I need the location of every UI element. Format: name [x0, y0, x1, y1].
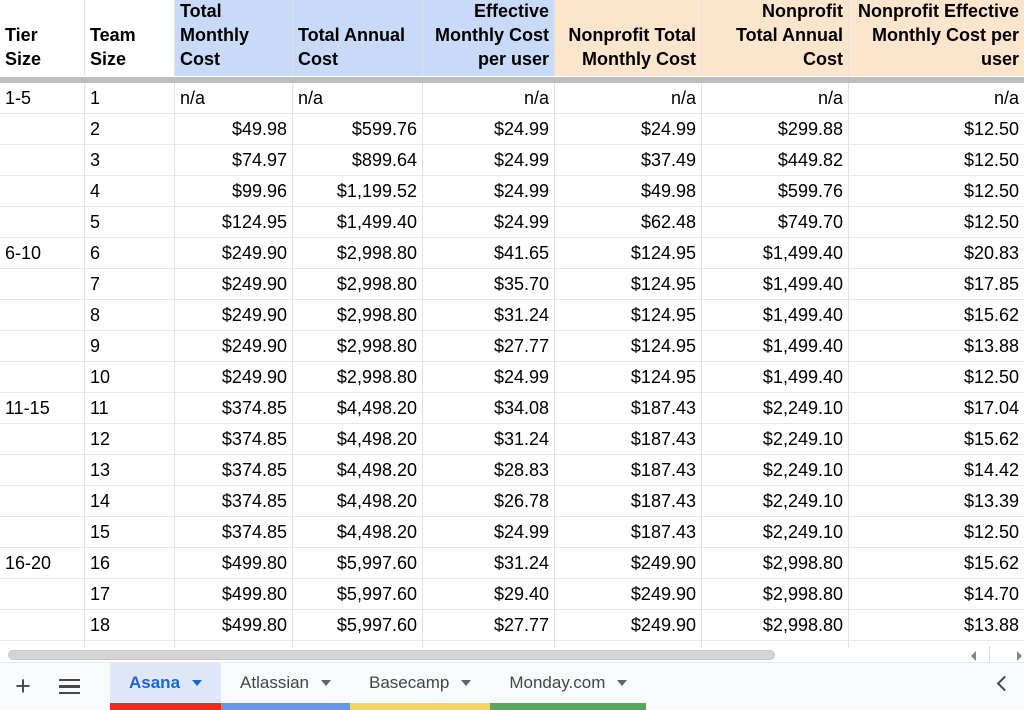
- cell[interactable]: $187.43: [555, 455, 702, 486]
- cell[interactable]: 17: [85, 579, 175, 610]
- header-label: Tier Size: [5, 25, 42, 69]
- cell[interactable]: 5: [85, 207, 175, 238]
- cell[interactable]: [0, 362, 85, 393]
- cell[interactable]: [0, 486, 85, 517]
- cell[interactable]: $249.90: [555, 610, 702, 641]
- cell[interactable]: $14.42: [849, 455, 1024, 486]
- cell[interactable]: $31.24: [423, 548, 555, 579]
- cell[interactable]: $12.50: [849, 362, 1024, 393]
- hamburger-icon: [59, 692, 80, 695]
- cell[interactable]: $15.62: [849, 300, 1024, 331]
- table-row: [0, 331, 1024, 362]
- table-row: [0, 114, 1024, 145]
- sheet-tab-asana[interactable]: [110, 663, 221, 710]
- scrollbar-divider: [989, 646, 990, 662]
- table-row: [0, 145, 1024, 176]
- chevron-down-icon[interactable]: [192, 680, 202, 691]
- header-label: Effective Monthly Cost per user: [435, 1, 549, 69]
- cell[interactable]: $27.77: [423, 331, 555, 362]
- cell[interactable]: $124.95: [555, 362, 702, 393]
- cell[interactable]: $124.95: [555, 331, 702, 362]
- cell[interactable]: $24.99: [423, 145, 555, 176]
- cell[interactable]: $374.85: [175, 424, 293, 455]
- cell[interactable]: 11-15: [0, 393, 85, 424]
- sheet-tab-label: Atlassian: [240, 673, 310, 692]
- sheet-tab-label: Basecamp: [369, 673, 450, 692]
- cell[interactable]: $99.96: [175, 176, 293, 207]
- cell[interactable]: $1,499.40: [293, 207, 423, 238]
- cell[interactable]: $249.90: [175, 331, 293, 362]
- cell[interactable]: [0, 269, 85, 300]
- cell[interactable]: $1,499.40: [702, 269, 849, 300]
- scroll-left-arrow-icon[interactable]: [971, 651, 976, 661]
- cell[interactable]: 10: [85, 362, 175, 393]
- frozen-header-row: [0, 0, 1024, 76]
- sheet-tab-monday-com[interactable]: [490, 663, 646, 710]
- cell[interactable]: $74.97: [175, 145, 293, 176]
- cell[interactable]: $124.95: [555, 269, 702, 300]
- cell[interactable]: 14: [85, 486, 175, 517]
- cell[interactable]: $2,998.80: [293, 238, 423, 269]
- cell[interactable]: $13.88: [849, 331, 1024, 362]
- cell[interactable]: $374.85: [175, 486, 293, 517]
- cell[interactable]: $299.88: [702, 114, 849, 145]
- cell[interactable]: $4,498.20: [293, 486, 423, 517]
- frozen-row-divider: [0, 76, 1024, 83]
- chevron-down-icon[interactable]: [617, 680, 627, 691]
- cell[interactable]: $17.04: [849, 393, 1024, 424]
- sheet-tab-color-bar: [221, 703, 350, 710]
- cell[interactable]: 16-20: [0, 548, 85, 579]
- cell[interactable]: $49.98: [175, 114, 293, 145]
- cell[interactable]: $2,249.10: [702, 393, 849, 424]
- cell[interactable]: $449.82: [702, 145, 849, 176]
- cell[interactable]: $62.48: [555, 207, 702, 238]
- cell[interactable]: $26.78: [423, 486, 555, 517]
- cell[interactable]: $599.76: [702, 176, 849, 207]
- sheet-tab-color-bar: [110, 703, 221, 710]
- horizontal-scrollbar: [0, 648, 1024, 662]
- cell[interactable]: [0, 610, 85, 641]
- cell[interactable]: $2,998.80: [702, 548, 849, 579]
- cell[interactable]: $1,499.40: [702, 331, 849, 362]
- cell[interactable]: 13: [85, 455, 175, 486]
- cell[interactable]: $2,998.80: [293, 362, 423, 393]
- cell[interactable]: $17.85: [849, 269, 1024, 300]
- table-row: [0, 207, 1024, 238]
- header-label: Team Size: [90, 25, 136, 69]
- cell[interactable]: $13.39: [849, 486, 1024, 517]
- cell[interactable]: $15.62: [849, 548, 1024, 579]
- table-row: [0, 579, 1024, 610]
- table-row: [0, 548, 1024, 579]
- cell[interactable]: $499.80: [175, 548, 293, 579]
- cell[interactable]: 7: [85, 269, 175, 300]
- cell[interactable]: $28.83: [423, 455, 555, 486]
- sheet-tab-bar: [0, 662, 1024, 710]
- cell[interactable]: [0, 300, 85, 331]
- header-cell[interactable]: [423, 0, 555, 76]
- cell[interactable]: $1,199.52: [293, 176, 423, 207]
- sheet-tab-atlassian[interactable]: [221, 663, 350, 710]
- table-row: [0, 362, 1024, 393]
- cell[interactable]: $31.24: [423, 300, 555, 331]
- hamburger-icon: [59, 679, 80, 682]
- chevron-left-icon: [996, 676, 1012, 692]
- sheet-tab-label: Monday.com: [509, 673, 606, 692]
- cell[interactable]: n/a: [702, 83, 849, 114]
- cell[interactable]: $499.80: [175, 610, 293, 641]
- cell[interactable]: 1: [85, 83, 175, 114]
- table-row: [0, 610, 1024, 641]
- plus-icon: +: [15, 671, 31, 701]
- cell[interactable]: $12.50: [849, 176, 1024, 207]
- cell[interactable]: $4,498.20: [293, 424, 423, 455]
- chevron-down-icon[interactable]: [461, 680, 471, 691]
- cell[interactable]: 9: [85, 331, 175, 362]
- cell[interactable]: $24.99: [423, 176, 555, 207]
- cell[interactable]: $249.90: [175, 362, 293, 393]
- cell[interactable]: $374.85: [175, 455, 293, 486]
- header-cell[interactable]: [0, 0, 85, 76]
- cell[interactable]: $499.80: [175, 579, 293, 610]
- header-cell[interactable]: [849, 0, 1024, 76]
- cell[interactable]: $41.65: [423, 238, 555, 269]
- cell[interactable]: $2,998.80: [293, 331, 423, 362]
- cell[interactable]: $249.90: [175, 300, 293, 331]
- table-row: [0, 269, 1024, 300]
- table-row: [0, 238, 1024, 269]
- cell[interactable]: 4: [85, 176, 175, 207]
- cell[interactable]: $24.99: [423, 207, 555, 238]
- chevron-down-icon[interactable]: [321, 680, 331, 691]
- cell[interactable]: $187.43: [555, 517, 702, 548]
- cell[interactable]: $5,997.60: [293, 548, 423, 579]
- table-row: [0, 424, 1024, 455]
- cell[interactable]: $2,998.80: [702, 610, 849, 641]
- cell[interactable]: $374.85: [175, 517, 293, 548]
- cell[interactable]: 15: [85, 517, 175, 548]
- cell[interactable]: 6: [85, 238, 175, 269]
- horizontal-scrollbar-thumb[interactable]: [8, 650, 775, 660]
- cell[interactable]: $24.99: [423, 114, 555, 145]
- add-sheet-button[interactable]: [0, 663, 46, 710]
- cell[interactable]: $24.99: [423, 362, 555, 393]
- cell[interactable]: $5,997.60: [293, 610, 423, 641]
- sheet-tab-color-bar: [350, 703, 490, 710]
- cell[interactable]: $12.50: [849, 145, 1024, 176]
- cell[interactable]: 3: [85, 145, 175, 176]
- cell[interactable]: $249.90: [555, 579, 702, 610]
- cell[interactable]: n/a: [293, 83, 423, 114]
- cell[interactable]: $187.43: [555, 393, 702, 424]
- cell[interactable]: [0, 424, 85, 455]
- cell[interactable]: $35.70: [423, 269, 555, 300]
- cell[interactable]: $2,249.10: [702, 517, 849, 548]
- cell[interactable]: $249.90: [555, 548, 702, 579]
- cell[interactable]: n/a: [423, 83, 555, 114]
- cell[interactable]: $599.76: [293, 114, 423, 145]
- cell[interactable]: $249.90: [175, 269, 293, 300]
- cell[interactable]: [0, 114, 85, 145]
- header-cell[interactable]: [85, 0, 175, 76]
- cell[interactable]: $24.99: [555, 114, 702, 145]
- cell[interactable]: $20.83: [849, 238, 1024, 269]
- cell[interactable]: $5,997.60: [293, 579, 423, 610]
- cell[interactable]: 6-10: [0, 238, 85, 269]
- table-row: [0, 455, 1024, 486]
- table-body: [0, 83, 1024, 641]
- cell[interactable]: 18: [85, 610, 175, 641]
- cell[interactable]: $4,498.20: [293, 517, 423, 548]
- sheet-tabs: [110, 663, 646, 710]
- cell[interactable]: $2,249.10: [702, 486, 849, 517]
- cell[interactable]: $124.95: [555, 238, 702, 269]
- cell[interactable]: $4,498.20: [293, 455, 423, 486]
- table-row: [0, 486, 1024, 517]
- cell[interactable]: [0, 207, 85, 238]
- cell[interactable]: $1,499.40: [702, 362, 849, 393]
- cell[interactable]: $34.08: [423, 393, 555, 424]
- cell[interactable]: n/a: [849, 83, 1024, 114]
- cell[interactable]: 16: [85, 548, 175, 579]
- cell[interactable]: $12.50: [849, 207, 1024, 238]
- cell[interactable]: $49.98: [555, 176, 702, 207]
- cell[interactable]: $37.49: [555, 145, 702, 176]
- scroll-right-arrow-icon[interactable]: [1017, 651, 1022, 661]
- cell[interactable]: $2,998.80: [293, 269, 423, 300]
- cell[interactable]: $1,499.40: [702, 238, 849, 269]
- cell[interactable]: $24.99: [423, 517, 555, 548]
- cell[interactable]: $2,249.10: [702, 424, 849, 455]
- cell[interactable]: 12: [85, 424, 175, 455]
- cell[interactable]: $187.43: [555, 424, 702, 455]
- cell[interactable]: [0, 176, 85, 207]
- cell[interactable]: $12.50: [849, 517, 1024, 548]
- header-label: Total Annual Cost: [298, 25, 405, 69]
- cell[interactable]: 11: [85, 393, 175, 424]
- sheet-tab-basecamp[interactable]: [350, 663, 490, 710]
- header-cell[interactable]: [702, 0, 849, 76]
- cell[interactable]: $31.24: [423, 424, 555, 455]
- header-label: Nonprofit Total Annual Cost: [736, 1, 843, 69]
- cell[interactable]: [0, 145, 85, 176]
- cell[interactable]: $2,249.10: [702, 455, 849, 486]
- header-label: Nonprofit Effective Monthly Cost per user: [857, 1, 1019, 69]
- cell[interactable]: $1,499.40: [702, 300, 849, 331]
- cell[interactable]: $124.95: [555, 300, 702, 331]
- cell[interactable]: $29.40: [423, 579, 555, 610]
- tab-scroll-left-button[interactable]: [990, 663, 1014, 704]
- cell[interactable]: $249.90: [175, 238, 293, 269]
- cell[interactable]: $12.50: [849, 114, 1024, 145]
- sheet-tab-label: Asana: [129, 673, 181, 692]
- header-cell[interactable]: [555, 0, 702, 76]
- table-row: [0, 517, 1024, 548]
- cell[interactable]: $13.88: [849, 610, 1024, 641]
- cell[interactable]: n/a: [555, 83, 702, 114]
- cell[interactable]: $899.64: [293, 145, 423, 176]
- cell[interactable]: $27.77: [423, 610, 555, 641]
- table-row: [0, 83, 1024, 114]
- header-cell[interactable]: [293, 0, 423, 76]
- cell[interactable]: 2: [85, 114, 175, 145]
- cell[interactable]: $124.95: [175, 207, 293, 238]
- table-row: [0, 176, 1024, 207]
- cell[interactable]: [0, 455, 85, 486]
- cell[interactable]: $374.85: [175, 393, 293, 424]
- cell[interactable]: [0, 331, 85, 362]
- cell[interactable]: $2,998.80: [702, 579, 849, 610]
- cell[interactable]: $4,498.20: [293, 393, 423, 424]
- cell[interactable]: 8: [85, 300, 175, 331]
- cell[interactable]: $187.43: [555, 486, 702, 517]
- cell[interactable]: n/a: [175, 83, 293, 114]
- cell[interactable]: $15.62: [849, 424, 1024, 455]
- table-row: [0, 300, 1024, 331]
- cell[interactable]: $14.70: [849, 579, 1024, 610]
- table-row: [0, 393, 1024, 424]
- cell[interactable]: [0, 579, 85, 610]
- cell[interactable]: $749.70: [702, 207, 849, 238]
- cell[interactable]: $2,998.80: [293, 300, 423, 331]
- cell[interactable]: 1-5: [0, 83, 85, 114]
- header-label: Total Monthly Cost: [180, 1, 249, 69]
- header-label: Nonprofit Total Monthly Cost: [568, 25, 696, 69]
- header-cell[interactable]: [175, 0, 293, 76]
- all-sheets-button[interactable]: [46, 663, 92, 710]
- hamburger-icon: [59, 685, 80, 688]
- sheet-tab-color-bar: [490, 703, 646, 710]
- cell[interactable]: [0, 517, 85, 548]
